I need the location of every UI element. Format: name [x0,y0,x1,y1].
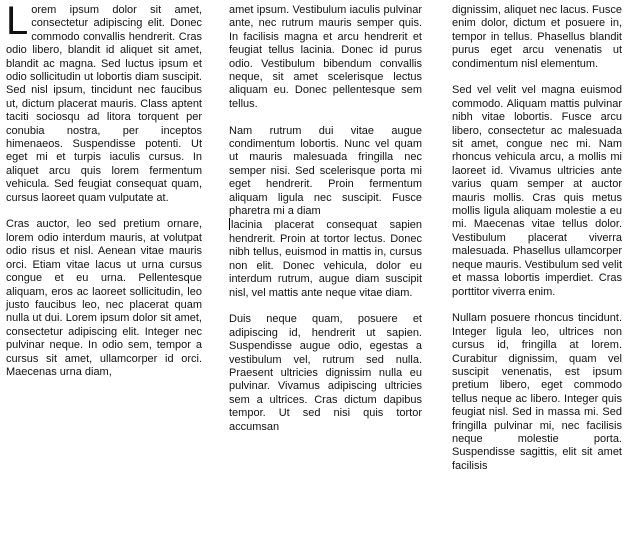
paragraph: Cras auctor, leo sed pretium ornare, lorem odio interdum mauris, at volutpat odio risus et nisl. Aenean vitae mauris orci. Etiam vitae lacus ut urna cursus congue et eu urna. Pellentesque aliquam, eros ac laoreet sollicitudin, leo justo faucibus leo, nec placerat quam nulla ut dui. Lorem ipsum dolor sit amet, consectetur adipiscing elit. Integer nec pulvinar neque. In odio sem, tempor a cursus sit amet, ullamcorper id orci. Maecenas urna diam, [6,218,202,378]
text-column-3 [452,4,622,487]
paragraph: Sed vel velit vel magna euismod commodo. Aliquam mattis pulvinar nibh vitae lobortis. Fusce arcu libero, consectetur ac malesuada sit amet, congue nec mi. Nam rhoncus vehicula arcu, a mollis mi laoreet id. Vivamus ultricies ante varius quam semper at auctor mauris mollis. Cras quis metus mollis ligula aliquam molestie a eu mi. Maecenas vitae tellus dolor. Vestibulum placerat viverra malesuada. Phasellus ullamcorper neque mauris. Vestibulum sed velit et massa lobortis imperdiet. Cras porttitor viverra enim. [452,84,622,298]
paragraph-text: orem ipsum dolor sit amet, consectetur adipiscing elit. Donec commodo convallis hendrerit. Cras odio libero, blandit id aliquet sit amet, blandit ac magna. Sed luctus ipsum et odio sollicitudin ut lobortis diam suscipit. Sed nisl ipsum, tincidunt nec faucibus ut, dictum placerat mauris. Class aptent taciti sociosqu ad litora torquent per conubia nostra, per inceptos himenaeos. Suspendisse potenti. Ut eget mi et turpis iaculis cursus. In aliquet arcu quis lorem fermentum vehicula. Sed feugiat consequat quam, cursus laoreet quam vulputate at. [6,4,202,204]
paragraph-text: Nam rutrum dui vitae augue condimentum lobortis. Nunc vel quam ut mauris malesuada fringilla nec semper nisi. Sed scelerisque porta mi eget hendrerit. Proin fermentum aliquam ligula nec suscipit. Fusce pharetra mi a diam [229,124,422,218]
text-cursor [229,218,230,230]
drop-cap-letter: L [6,0,29,43]
paragraph: amet ipsum. Vestibulum iaculis pulvinar ante, nec rutrum mauris semper quis. In facilisis magna et arcu hendrerit et feugiat tellus lacinia. Donec id purus odio. Vestibulum bibendum convallis neque, sit amet scelerisque lectus aliquam eu. Donec pellentesque sem tellus. [229,4,422,110]
text-column-1 [6,0,202,393]
paragraph [6,0,202,205]
paragraph-text: lacinia placerat consequat sapien hendrerit. Proin at tortor lectus. Donec nibh tellus, euismod in mattis in, cursus non elit. Donec vehicula, dolor eu interdum rutrum, augue diam suscipit nisl, vel mattis ante neque vitae diam. [229,219,422,299]
text-column-2 [229,4,422,447]
paragraph: Nullam posuere rhoncus tincidunt. Integer ligula leo, ultrices non cursus id, fringilla at lorem. Curabitur dignissim, quam vel suscipit venenatis, est ipsum pretium libero, eget commodo tellus neque ac libero. Integer quis feugiat nisl. Sed in massa mi. Sed fringilla pulvinar mi, nec facilisis neque molestie porta. Suspendisse sagittis, elit sit amet facilisis [452,312,622,472]
paragraph: dignissim, aliquet nec lacus. Fusce enim dolor, dictum et posuere in, tempor in tellus. Phasellus blandit purus eget arcu venenatis ut condimentum nisl elementum. [452,4,622,70]
paragraph: Duis neque quam, posuere et adipiscing id, hendrerit ut sapien. Suspendisse augue odio, egestas a vestibulum vel, rutrum sed nulla. Praesent ultricies dignissim nulla eu pulvinar. Vivamus adipiscing ultricies sem a ultrices. Cras dictum dapibus tempor. Ut sed nisi quis tortor accumsan [229,313,422,433]
paragraph [229,125,422,300]
